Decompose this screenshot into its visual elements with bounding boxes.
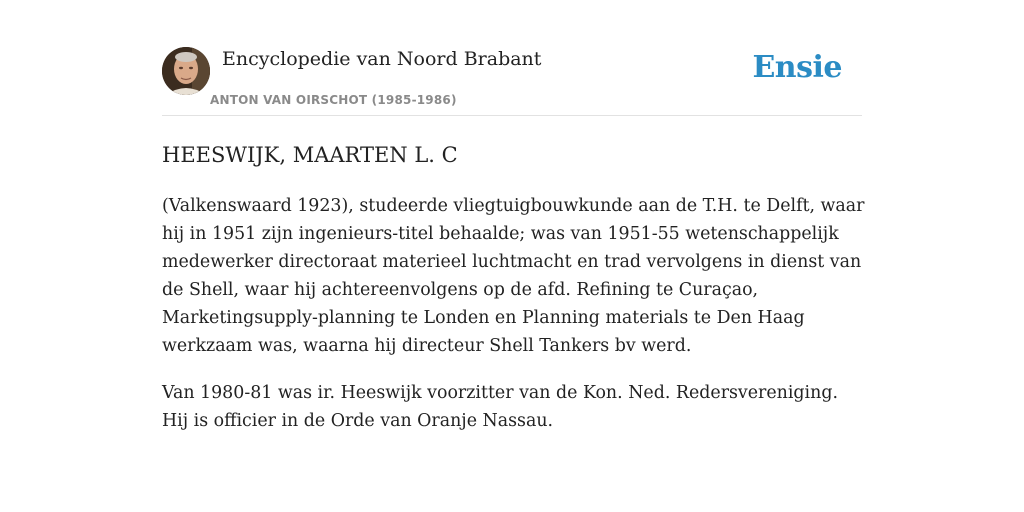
author-avatar[interactable] [162, 47, 210, 95]
author-name[interactable]: ANTON VAN OIRSCHOT (1985-1986) [210, 93, 457, 107]
article-title: HEESWIJK, MAARTEN L. C [162, 143, 458, 167]
article-body [162, 192, 866, 454]
encyclopedia-title[interactable]: Encyclopedie van Noord Brabant [222, 48, 542, 70]
article-paragraph: Van 1980-81 was ir. Heeswijk voorzitter van de Kon. Ned. Redersvereniging. Hij is officier in de Orde van Oranje Nassau. [162, 383, 838, 431]
article-paragraph: (Valkenswaard 1923), studeerde vliegtuigbouwkunde aan de T.H. te Delft, waar hij in 1951 zijn ingenieurs-titel behaalde; was van 1951-55 wetenschappelijk medewerker directoraat materieel luchtmacht en trad vervolgens in dienst van de Shell, waar hij achtereenvolgens op de afd. Refining te Curaçao, Marketingsupply-planning te Londen en Planning materials te Den Haag werkzaam was, waarna hij directeur Shell Tankers bv werd. [162, 196, 865, 356]
portrait-image-icon [162, 47, 210, 95]
article-header [162, 46, 862, 116]
ensie-logo[interactable]: Ensie [752, 50, 842, 85]
